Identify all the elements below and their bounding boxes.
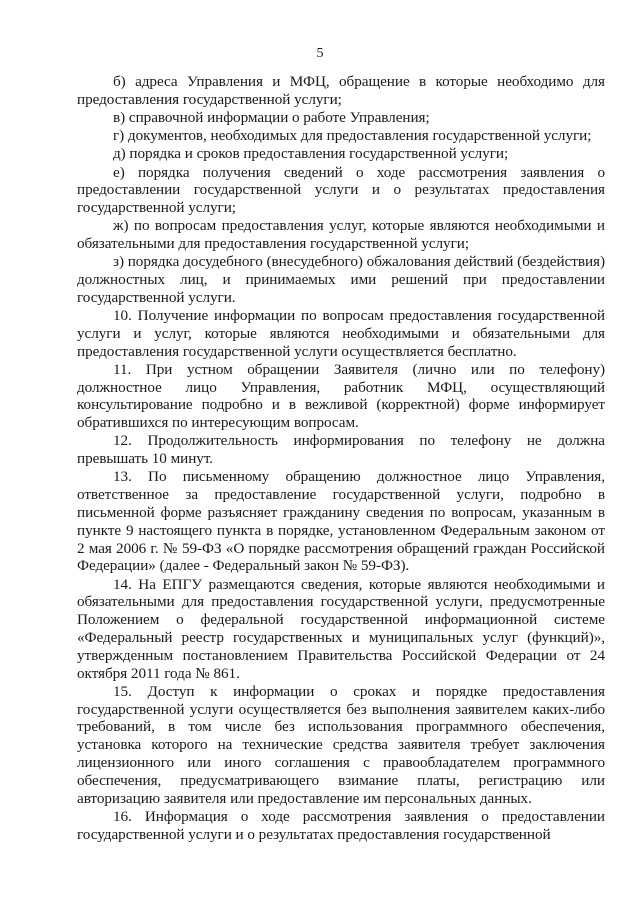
paragraph-item-g: г) документов, необходимых для предоставления государственной услуги;	[113, 127, 592, 145]
paragraph-item-v: в) справочной информации о работе Управления;	[113, 108, 430, 126]
paragraph-13: 13. По письменному обращению должностное лицо Управления, ответственное за предоставление государственной услуги, подробно в письменной форме разъясняет гражданину сведения по вопросам, указанным в пункте 9 настоящего пункта в порядке, установленном Федеральным законом от 2 мая 2006 г. № 59-ФЗ «О порядке рассмотрения обращений граждан Российской Федерации» (далее - Федеральный закон № 59-ФЗ).	[77, 468, 605, 575]
paragraph-item-d: д) порядка и сроков предоставления государственной услуги;	[113, 145, 509, 163]
page-number: 5	[316, 46, 324, 61]
paragraph-item-b: б) адреса Управления и МФЦ, обращение в которые необходимо для предоставления государственной услуги;	[77, 73, 605, 108]
paragraph-11: 11. При устном обращении Заявителя (лично или по телефону) должностное лицо Управления, работник МФЦ, осуществляющий консультирование подробно и в вежливой (корректной) форме информирует обратившихся по интересующим вопросам.	[77, 360, 605, 432]
paragraph-15: 15. Доступ к информации о сроках и порядке предоставления государственной услуги осуществляется без выполнения заявителем каких-либо требований, в том числе без использования программного обеспечения, установка которого на технические средства заявителя требует заключения лицензионного или иного соглашения с правообладателем программного обеспечения, предусматривающего взимание платы, регистрацию или авторизацию заявителя или предоставление им персональных данных.	[77, 682, 605, 807]
document-body	[77, 73, 605, 843]
paragraph-16: 16. Информация о ходе рассмотрения заявления о предоставлении государственной услуги и о результатах предоставления государственной	[77, 807, 605, 843]
paragraph-item-e: е) порядка получения сведений о ходе рассмотрения заявления о предоставлении государственной услуги и о результатах предоставления государственной услуги;	[77, 163, 605, 217]
paragraph-item-zh: ж) по вопросам предоставления услуг, которые являются необходимыми и обязательными для предоставления государственной услуги;	[77, 217, 605, 253]
paragraph-10: 10. Получение информации по вопросам предоставления государственной услуги и услуг, которые являются необходимыми и обязательными для предоставления государственной услуги осуществляется бесплатно.	[77, 307, 605, 360]
paragraph-14: 14. На ЕПГУ размещаются сведения, которые являются необходимыми и обязательными для предоставления государственной услуги, предусмотренные Положением о федеральной государственной информационной системе «Федеральный реестр государственных и муниципальных услуг (функций)», утвержденным постановлением Правительства Российской Федерации от 24 октября 2011 года № 861.	[77, 575, 605, 682]
paragraph-12: 12. Продолжительность информирования по телефону не должна превышать 10 минут.	[77, 432, 605, 468]
paragraph-item-z: з) порядка досудебного (внесудебного) обжалования действий (бездействия) должностных лиц, и принимаемых ими решений при предоставлении государственной услуги.	[77, 253, 605, 306]
